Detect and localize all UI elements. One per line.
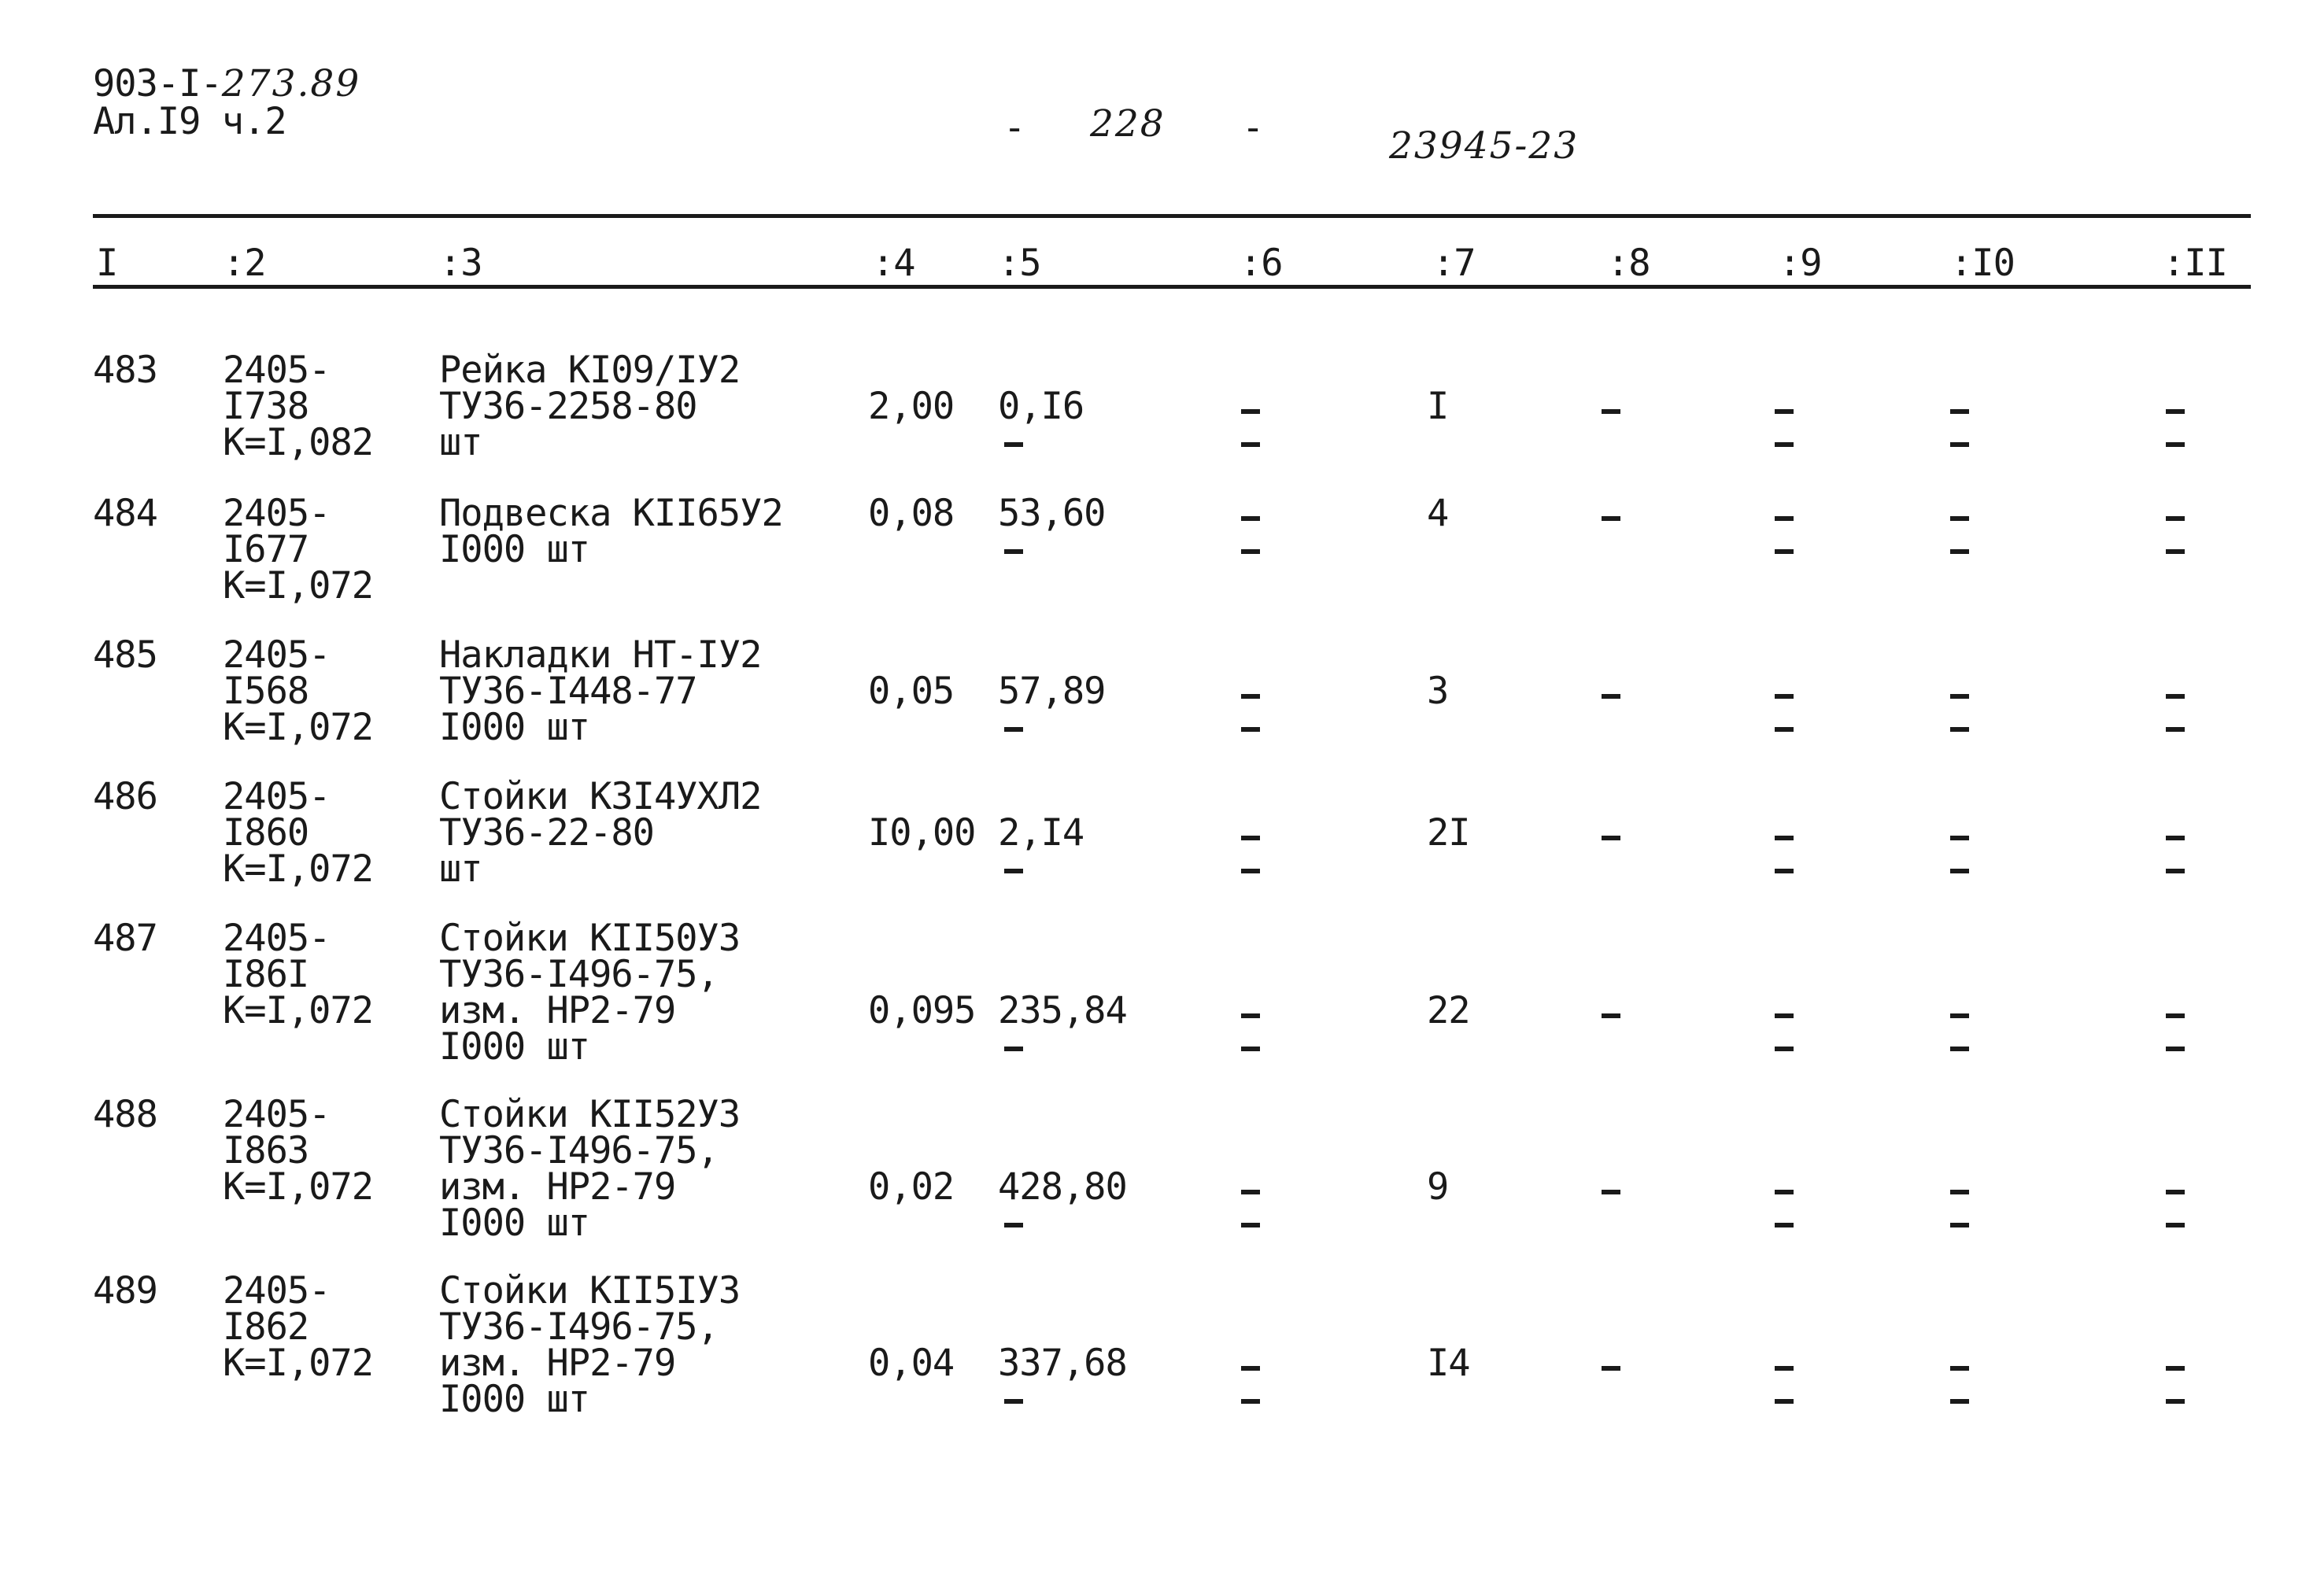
row-col5-value: 57,89: [998, 670, 1106, 713]
row-code-line: К=I,072: [223, 1342, 374, 1385]
dash-mark: [1775, 1223, 1794, 1227]
dash-mark: [1241, 1013, 1260, 1018]
row-col7-value: 2I: [1427, 811, 1470, 855]
dash-mark: [2166, 1190, 2185, 1194]
row-description-line: I000 шт: [439, 528, 590, 571]
row-number: 484: [93, 492, 157, 535]
dash-mark: [2166, 727, 2185, 732]
row-code-line: I568: [223, 670, 309, 713]
row-col5-value: 2,I4: [998, 811, 1084, 855]
row-number: 483: [93, 349, 157, 392]
dash-mark: [2166, 694, 2185, 699]
dash-mark: [1004, 727, 1023, 732]
row-code-line: К=I,072: [223, 989, 374, 1032]
row-col7-value: 3: [1427, 670, 1449, 713]
dash-mark: [1950, 727, 1969, 732]
column-header: :3: [439, 242, 482, 285]
row-description-line: изм. НР2-79: [439, 1342, 676, 1385]
dash-mark: [1602, 1366, 1620, 1371]
dash-mark: [1241, 836, 1260, 840]
row-code-line: К=I,072: [223, 1165, 374, 1209]
dash-mark: [1775, 409, 1794, 414]
dash-mark: [1004, 549, 1023, 554]
dash-mark: [1241, 1047, 1260, 1051]
dash-mark: [1004, 442, 1023, 447]
row-code-line: I677: [223, 528, 309, 571]
column-header: I: [96, 242, 118, 285]
table-header-rule: [93, 285, 2251, 289]
row-description-line: I000 шт: [439, 706, 590, 749]
row-description-line: Накладки НТ-IУ2: [439, 633, 762, 677]
row-description-line: изм. НР2-79: [439, 1165, 676, 1209]
dash-mark: [1775, 1366, 1794, 1371]
dash-mark: [1241, 1190, 1260, 1194]
row-description-line: ТУ36-I448-77: [439, 670, 697, 713]
row-code-line: 2405-: [223, 1269, 331, 1312]
column-header: :6: [1240, 242, 1283, 285]
dash-mark: [1950, 1013, 1969, 1018]
dash-mark: [1241, 442, 1260, 447]
row-col4-value: 0,095: [868, 989, 976, 1032]
row-code-line: I860: [223, 811, 309, 855]
dash-mark: [1775, 1013, 1794, 1018]
dash-mark: [1950, 1223, 1969, 1227]
dash-mark: [1950, 1399, 1969, 1404]
document-number: 23945-23: [1389, 124, 1580, 168]
column-header: :9: [1779, 242, 1822, 285]
dash-mark: [1775, 869, 1794, 873]
row-description-line: ТУ36-I496-75,: [439, 1305, 719, 1349]
column-header: :4: [872, 242, 915, 285]
column-header: :II: [2163, 242, 2227, 285]
row-description-line: ТУ36-22-80: [439, 811, 654, 855]
row-col5-value: 0,I6: [998, 385, 1084, 428]
row-col7-value: 22: [1427, 989, 1470, 1032]
row-description-line: Стойки КII50У3: [439, 917, 741, 960]
row-description-line: ТУ36-I496-75,: [439, 1129, 719, 1172]
row-code-line: К=I,072: [223, 706, 374, 749]
row-description-line: шт: [439, 847, 482, 891]
dash-mark: [2166, 1013, 2185, 1018]
dash-mark: [1950, 549, 1969, 554]
row-code-line: 2405-: [223, 775, 331, 818]
dash-mark: [1950, 869, 1969, 873]
document-code-handwritten: 273.89: [221, 62, 361, 105]
column-header: :8: [1607, 242, 1650, 285]
dash-mark: [2166, 1366, 2185, 1371]
column-header: :I0: [1950, 242, 2015, 285]
sheet-label: Ал.I9 ч.2: [93, 100, 286, 143]
row-description-line: изм. НР2-79: [439, 989, 676, 1032]
dash-mark: [1950, 836, 1969, 840]
dash-mark: [1241, 1223, 1260, 1227]
dash-mark: [1950, 694, 1969, 699]
document-code: [93, 62, 361, 105]
row-description-line: шт: [439, 421, 482, 464]
row-number: 489: [93, 1269, 157, 1312]
dash-mark: [1775, 1399, 1794, 1404]
dash-mark: [1602, 1190, 1620, 1194]
column-header: :7: [1432, 242, 1476, 285]
row-description-line: Стойки КII52У3: [439, 1093, 741, 1136]
dash-mark: [1241, 1399, 1260, 1404]
page-number: 228: [1090, 102, 1166, 146]
dash-mark: [1241, 869, 1260, 873]
column-header: :5: [998, 242, 1041, 285]
row-description-line: I000 шт: [439, 1202, 590, 1245]
row-number: 487: [93, 917, 157, 960]
dash-mark: [1950, 442, 1969, 447]
row-number: 488: [93, 1093, 157, 1136]
row-code-line: I862: [223, 1305, 309, 1349]
dash-mark: [2166, 409, 2185, 414]
dash-mark: [1004, 1399, 1023, 1404]
dash-mark: [1004, 1223, 1023, 1227]
dash-mark: [1004, 869, 1023, 873]
row-code-line: 2405-: [223, 349, 331, 392]
row-col4-value: I0,00: [868, 811, 976, 855]
dash-mark: [1602, 836, 1620, 840]
dash-mark: [2166, 1399, 2185, 1404]
row-col7-value: I: [1427, 385, 1449, 428]
row-col4-value: 0,04: [868, 1342, 955, 1385]
column-header: :2: [223, 242, 266, 285]
row-description-line: I000 шт: [439, 1025, 590, 1069]
row-description-line: Стойки К3I4УХЛ2: [439, 775, 762, 818]
dash-mark: [1775, 442, 1794, 447]
dash-mark: [2166, 442, 2185, 447]
document-code-prefix: 903-I-: [93, 62, 222, 105]
dash-mark: [1241, 409, 1260, 414]
row-code-line: I86I: [223, 953, 309, 996]
row-code-line: К=I,072: [223, 847, 374, 891]
row-description-line: ТУ36-2258-80: [439, 385, 697, 428]
row-code-line: К=I,082: [223, 421, 374, 464]
dash-mark: [1241, 516, 1260, 521]
dash-mark: [1950, 409, 1969, 414]
row-description-line: Рейка КI09/IУ2: [439, 349, 741, 392]
row-code-line: 2405-: [223, 917, 331, 960]
dash-mark: [1950, 1047, 1969, 1051]
dash-mark: [1602, 409, 1620, 414]
dash-mark: [1775, 1047, 1794, 1051]
dash-mark: [2166, 516, 2185, 521]
dash-mark: [1241, 727, 1260, 732]
dash-mark: [1602, 694, 1620, 699]
dash-mark: [1241, 694, 1260, 699]
dash-mark: [1950, 1190, 1969, 1194]
row-col4-value: 2,00: [868, 385, 955, 428]
row-number: 485: [93, 633, 157, 677]
dash-mark: [1602, 1013, 1620, 1018]
row-col7-value: 4: [1427, 492, 1449, 535]
dash-mark: [1950, 516, 1969, 521]
dash-mark: [1775, 549, 1794, 554]
row-col7-value: 9: [1427, 1165, 1449, 1209]
dash-mark: [2166, 1047, 2185, 1051]
dash-mark: [2166, 836, 2185, 840]
row-description-line: Подвеска КII65У2: [439, 492, 783, 535]
row-code-line: I863: [223, 1129, 309, 1172]
dash-mark: [2166, 869, 2185, 873]
row-code-line: I738: [223, 385, 309, 428]
dash-mark: [1004, 1047, 1023, 1051]
dash-mark: [1241, 549, 1260, 554]
row-number: 486: [93, 775, 157, 818]
row-col4-value: 0,08: [868, 492, 955, 535]
row-code-line: 2405-: [223, 492, 331, 535]
row-code-line: 2405-: [223, 633, 331, 677]
dash-mark: [1775, 727, 1794, 732]
row-col5-value: 428,80: [998, 1165, 1127, 1209]
page-dash-right: -: [1242, 106, 1264, 150]
row-col5-value: 235,84: [998, 989, 1127, 1032]
dash-mark: [1950, 1366, 1969, 1371]
dash-mark: [1775, 516, 1794, 521]
dash-mark: [1241, 1366, 1260, 1371]
dash-mark: [2166, 549, 2185, 554]
row-col5-value: 53,60: [998, 492, 1106, 535]
page-dash-left: -: [1003, 106, 1025, 150]
table-top-rule: [93, 214, 2251, 218]
dash-mark: [1602, 516, 1620, 521]
row-col7-value: I4: [1427, 1342, 1470, 1385]
row-description-line: Стойки КII5IУ3: [439, 1269, 741, 1312]
row-col4-value: 0,02: [868, 1165, 955, 1209]
dash-mark: [2166, 1223, 2185, 1227]
row-description-line: I000 шт: [439, 1378, 590, 1421]
row-code-line: 2405-: [223, 1093, 331, 1136]
row-col4-value: 0,05: [868, 670, 955, 713]
dash-mark: [1775, 836, 1794, 840]
dash-mark: [1775, 1190, 1794, 1194]
row-description-line: ТУ36-I496-75,: [439, 953, 719, 996]
dash-mark: [1775, 694, 1794, 699]
row-code-line: К=I,072: [223, 564, 374, 607]
row-col5-value: 337,68: [998, 1342, 1127, 1385]
